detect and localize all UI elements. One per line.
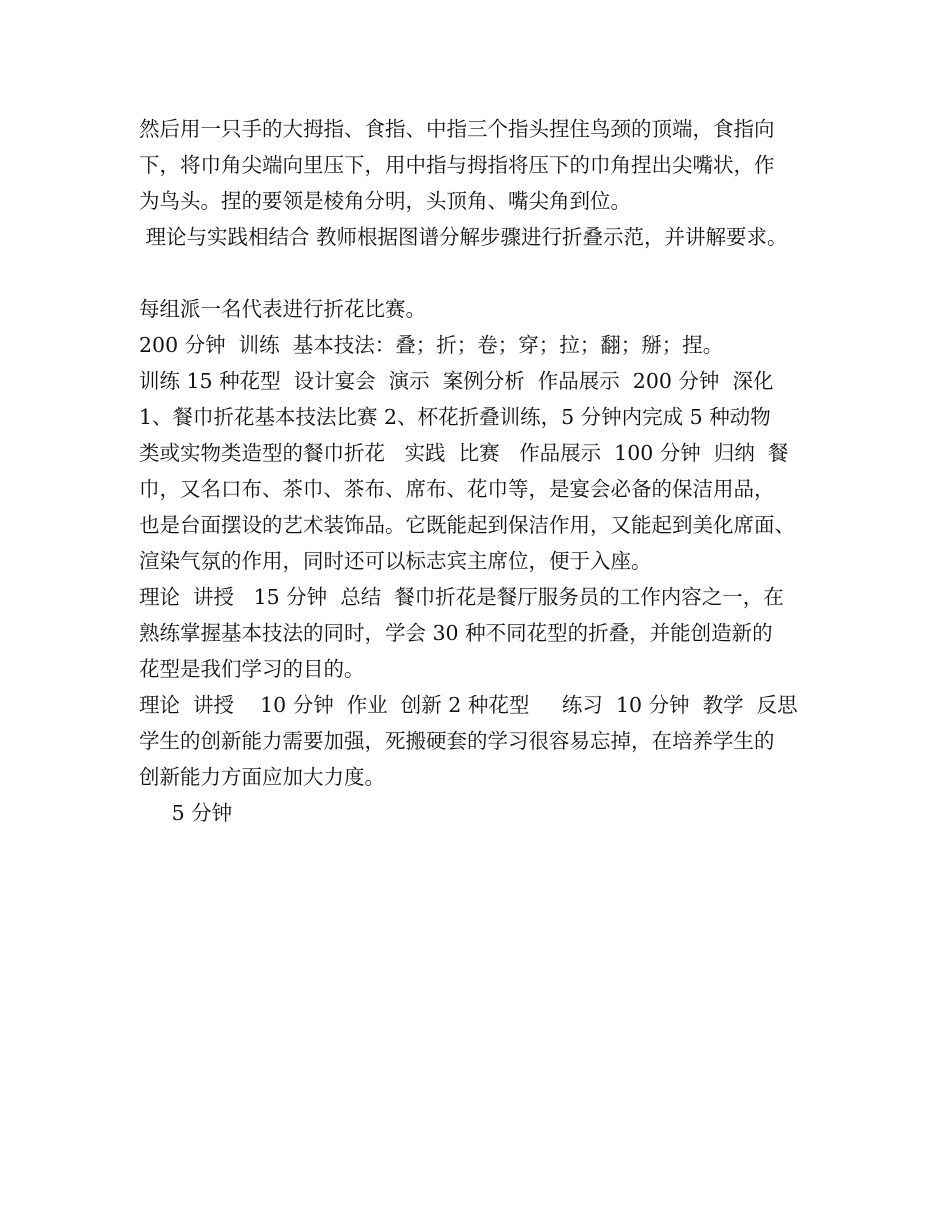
text-line: 学生的创新能力需要加强，死搬硬套的学习很容易忘掉，在培养学生的 (139, 729, 775, 753)
text-line: 然后用一只手的大拇指、食指、中指三个指头捏住鸟颈的顶端，食指向 (139, 117, 775, 141)
text-line: 理论 讲授 15 分钟 总结 餐巾折花是餐厅服务员的工作内容之一，在 (139, 585, 784, 609)
text-line: 为鸟头。捏的要领是棱角分明，头顶角、嘴尖角到位。 (139, 189, 631, 213)
text-line: 创新能力方面应加大力度。 (139, 765, 385, 789)
text-line: 熟练掌握基本技法的同时，学会 30 种不同花型的折叠，并能创造新的 (139, 621, 773, 645)
text-line: 理论与实践相结合 教师根据图谱分解步骤进行折叠示范，并讲解要求。 (139, 225, 788, 249)
text-line: 下，将巾角尖端向里压下，用中指与拇指将压下的巾角捏出尖嘴状，作 (139, 153, 775, 177)
text-line: 也是台面摆设的艺术装饰品。它既能起到保洁作用，又能起到美化席面、 (139, 513, 795, 537)
text-line: 训练 15 种花型 设计宴会 演示 案例分析 作品展示 200 分钟 深化 (139, 369, 774, 393)
text-line: 花型是我们学习的目的。 (139, 657, 365, 681)
text-line: 理论 讲授 10 分钟 作业 创新 2 种花型 练习 10 分钟 教学 反思 (139, 693, 798, 717)
text-line: 类或实物类造型的餐巾折花 实践 比赛 作品展示 100 分钟 归纳 餐 (139, 441, 789, 465)
text-line: 200 分钟 训练 基本技法：叠；折；卷；穿；拉；翻；掰；捏。 (139, 333, 724, 357)
text-line: 1、餐巾折花基本技法比赛 2、杯花折叠训练，5 分钟内完成 5 种动物 (139, 405, 771, 429)
text-line: 每组派一名代表进行折花比赛。 (139, 297, 426, 321)
text-line: 5 分钟 (139, 801, 233, 825)
text-line: 渲染气氛的作用，同时还可以标志宾主席位，便于入座。 (139, 549, 652, 573)
text-line: 巾，又名口布、茶巾、茶布、席布、花巾等，是宴会必备的保洁用品， (139, 477, 775, 501)
